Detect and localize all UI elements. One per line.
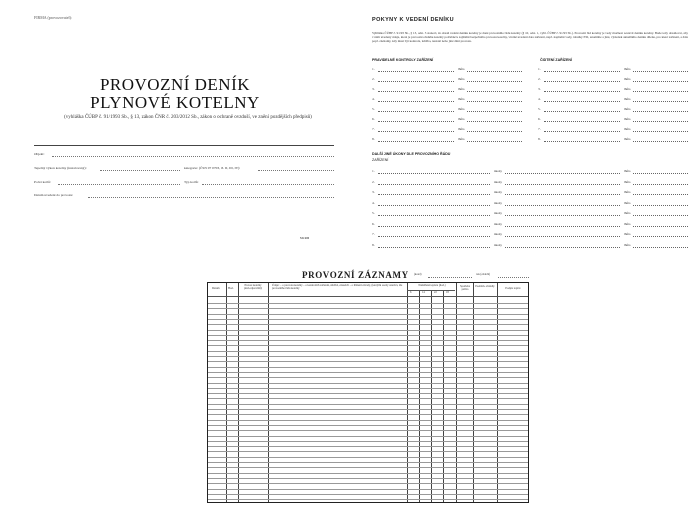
left-row-lhuta: lhůta bbox=[458, 77, 465, 81]
right-row-line[interactable] bbox=[544, 111, 620, 112]
left-row-number: 1. bbox=[372, 67, 375, 71]
field-pocet-kotlu-line[interactable] bbox=[58, 184, 180, 185]
records-extra-right-line[interactable] bbox=[498, 277, 529, 278]
table-row-line bbox=[208, 420, 528, 421]
other-row-line[interactable] bbox=[378, 215, 490, 216]
table-row-line bbox=[208, 425, 528, 426]
col-datum-header: Datum bbox=[212, 287, 220, 290]
right-row-line[interactable] bbox=[544, 141, 620, 142]
field-vykon-line[interactable] bbox=[100, 170, 180, 171]
right-row-lhuta-line[interactable] bbox=[633, 71, 688, 72]
teplota-hour-2: 14 bbox=[422, 291, 425, 294]
left-row-lhuta: lhůta bbox=[458, 87, 465, 91]
other-row-ukony: úkony bbox=[494, 190, 502, 194]
left-row-lhuta-line[interactable] bbox=[467, 81, 522, 82]
col-poznamka-header: Poznám. obsluhy bbox=[475, 285, 495, 288]
other-row-ukony: úkony bbox=[494, 221, 502, 226]
other-row-line[interactable] bbox=[378, 173, 490, 174]
right-row-number: 7. bbox=[538, 127, 541, 131]
left-row-lhuta-line[interactable] bbox=[467, 141, 522, 142]
col-divider bbox=[443, 290, 444, 502]
other-row-ukony: úkony bbox=[494, 232, 502, 236]
right-row-lhuta-line[interactable] bbox=[633, 131, 688, 132]
table-row-line bbox=[208, 467, 528, 468]
table-row-line bbox=[208, 483, 528, 484]
other-row-lhuta-line[interactable] bbox=[633, 236, 688, 237]
other-row-lhuta: lhůta bbox=[624, 221, 631, 226]
other-row-ukony-line[interactable] bbox=[505, 226, 620, 227]
field-datum-line[interactable] bbox=[88, 197, 334, 198]
left-row-lhuta-line[interactable] bbox=[467, 121, 522, 122]
firma-label: FIRMA (provozovatel): bbox=[34, 15, 73, 20]
other-row-ukony-line[interactable] bbox=[505, 247, 620, 248]
table-row-line bbox=[208, 457, 528, 458]
table-row-line bbox=[208, 314, 528, 315]
left-row-number: 5. bbox=[372, 107, 375, 111]
left-row-line[interactable] bbox=[378, 81, 454, 82]
other-row-line[interactable] bbox=[378, 194, 490, 195]
table-row-line bbox=[208, 499, 528, 500]
left-row-lhuta: lhůta bbox=[458, 137, 465, 141]
other-row-lhuta: lhůta bbox=[624, 200, 631, 205]
left-row-line[interactable] bbox=[378, 101, 454, 102]
left-row-number: 6. bbox=[372, 117, 375, 121]
other-tasks-sub: ZAŘÍZENÍ bbox=[372, 158, 389, 162]
table-row-line bbox=[208, 324, 528, 325]
left-row-number: 7. bbox=[372, 127, 375, 131]
col-teplota-header: Naměřená teplota (hod.) bbox=[418, 284, 446, 287]
records-table bbox=[207, 282, 529, 503]
field-datum: Datum uvedení do provozu: bbox=[34, 193, 74, 197]
col-left-heading: PRAVIDELNÉ KONTROLY ZAŘÍZENÍ bbox=[372, 58, 434, 62]
table-row-line bbox=[208, 436, 528, 437]
col-spotreba-header: Spotřeba paliva bbox=[460, 285, 470, 292]
other-row-lhuta: lhůta bbox=[624, 179, 631, 184]
table-row-line bbox=[208, 473, 528, 474]
teplota-hour-4: 18 bbox=[446, 291, 449, 294]
other-row-number: 1. bbox=[372, 169, 375, 173]
field-objekt: Objekt: bbox=[34, 152, 45, 156]
table-row-line bbox=[208, 308, 528, 309]
table-row-line bbox=[208, 494, 528, 495]
left-row-lhuta-line[interactable] bbox=[467, 101, 522, 102]
table-row-line bbox=[208, 335, 528, 336]
other-row-line[interactable] bbox=[378, 184, 490, 185]
right-row-lhuta-line[interactable] bbox=[633, 121, 688, 122]
col-provoz-header: Provoz kotelny před.odpovědný bbox=[243, 284, 263, 291]
right-row-lhuta: lhůta bbox=[624, 117, 631, 121]
table-row-line bbox=[208, 372, 528, 373]
other-row-ukony-line[interactable] bbox=[505, 215, 620, 216]
other-row-number: 5. bbox=[372, 211, 375, 215]
right-row-lhuta: lhůta bbox=[624, 107, 631, 111]
table-row-line bbox=[208, 430, 528, 431]
other-row-ukony-line[interactable] bbox=[505, 184, 620, 185]
table-row-line bbox=[208, 404, 528, 405]
field-pocet-kotlu: Počet kotlů: bbox=[34, 180, 51, 184]
other-row-lhuta-line[interactable] bbox=[633, 173, 688, 174]
right-row-line[interactable] bbox=[544, 101, 620, 102]
table-row-line bbox=[208, 388, 528, 389]
table-row-line bbox=[208, 446, 528, 447]
left-row-line[interactable] bbox=[378, 91, 454, 92]
table-row-line bbox=[208, 489, 528, 490]
right-row-line[interactable] bbox=[544, 91, 620, 92]
right-row-number: 1. bbox=[538, 67, 541, 71]
table-row-line bbox=[208, 345, 528, 346]
table-row-line bbox=[208, 367, 528, 368]
left-row-lhuta: lhůta bbox=[458, 97, 465, 101]
left-row-lhuta-line[interactable] bbox=[467, 91, 522, 92]
instructions-text: Vyhláška ČÚBP č. 91/93 Sb., § 13, odst. 3 stanoví, že obsah vedení deníku kotelny je dané provozního řádu kotelny (§ 10, odst. 1, vyhl. ČÚBP č. 91/93 Sb.). Provozní řád kotelny je vedy možnost sestavit deníku kotelny. Bude tedy obsahovat, aby v něm uvedeny údaje, které je provozní obsluhu kotelny potřebné k zajištění bezpečného provozu kotelny, včetně uvedení data zařízení, např. naplnění vody, tabulky ESI, anomálie a jiné, výsledek aktuálního deníku dílenu, pro které zařízení, a dále popř. záznamy, kdy musí být kontrola, údržba, nastalé nebo jiné dění provozu. bbox=[372, 31, 688, 44]
left-row-lhuta-line[interactable] bbox=[467, 71, 522, 72]
col-divider bbox=[419, 290, 420, 502]
table-row-line bbox=[208, 478, 528, 479]
left-row-line[interactable] bbox=[378, 121, 454, 122]
other-row-number: 3. bbox=[372, 190, 375, 194]
field-typ-kotlu-line[interactable] bbox=[202, 184, 334, 185]
header-divider bbox=[208, 296, 528, 297]
right-row-line[interactable] bbox=[544, 81, 620, 82]
table-row-line bbox=[208, 462, 528, 463]
left-row-lhuta-line[interactable] bbox=[467, 111, 522, 112]
right-row-line[interactable] bbox=[544, 71, 620, 72]
other-row-ukony: úkony bbox=[494, 179, 502, 184]
col-right-heading: ČIDTENÍ ZAŘÍZENÍ bbox=[540, 58, 572, 62]
left-row-line[interactable] bbox=[378, 71, 454, 72]
right-row-lhuta-line[interactable] bbox=[633, 101, 688, 102]
right-row-lhuta-line[interactable] bbox=[633, 111, 688, 112]
left-row-lhuta: lhůta bbox=[458, 127, 465, 131]
records-extra-right: rok (období) bbox=[476, 273, 491, 276]
other-row-number: 7. bbox=[372, 232, 375, 236]
right-row-number: 4. bbox=[538, 97, 541, 101]
table-row-line bbox=[208, 356, 528, 357]
right-row-lhuta-line[interactable] bbox=[633, 91, 688, 92]
field-kategorie: kategorie: (ČSN 07 0703, čl. II, III, IV): bbox=[184, 166, 241, 170]
table-row-line bbox=[208, 319, 528, 320]
other-row-ukony: úkony bbox=[494, 211, 502, 215]
table-row-line bbox=[208, 340, 528, 341]
other-row-ukony-line[interactable] bbox=[505, 205, 620, 206]
other-row-lhuta: lhůta bbox=[624, 211, 631, 215]
left-row-lhuta: lhůta bbox=[458, 107, 465, 111]
cover-subtitle: (vyhláška ČÚBP č. 91/1993 Sb., § 13, zákon ČNR č. 203/2012 Sb., zákon o ochraně ovzduší, ve znění pozdějších předpisů) bbox=[64, 115, 312, 120]
table-row-line bbox=[208, 303, 528, 304]
right-row-lhuta: lhůta bbox=[624, 97, 631, 101]
col-hod-header: Hod. bbox=[228, 287, 234, 290]
right-row-lhuta: lhůta bbox=[624, 77, 631, 81]
other-tasks-heading: DALŠÍ JINÉ ÚKONY DLE PROVOZNÍHO ŘÁDU bbox=[372, 152, 451, 156]
cover-title-line1: PROVOZNÍ DENÍK bbox=[99, 75, 251, 94]
right-row-lhuta: lhůta bbox=[624, 127, 631, 131]
other-row-number: 8. bbox=[372, 242, 375, 247]
field-objekt-line[interactable] bbox=[52, 156, 334, 157]
other-row-number: 2. bbox=[372, 179, 375, 184]
teplota-hour-3: 22 bbox=[434, 291, 437, 294]
right-row-number: 2. bbox=[538, 77, 541, 81]
teplota-subdivider bbox=[407, 290, 455, 291]
other-row-lhuta-line[interactable] bbox=[633, 205, 688, 206]
other-row-line[interactable] bbox=[378, 236, 490, 237]
right-row-line[interactable] bbox=[544, 121, 620, 122]
teplota-hour-1: 6 bbox=[410, 291, 412, 294]
table-row-line bbox=[208, 414, 528, 415]
table-row-line bbox=[208, 383, 528, 384]
table-row-line bbox=[208, 398, 528, 399]
col-divider bbox=[431, 290, 432, 502]
other-row-lhuta: lhůta bbox=[624, 190, 631, 194]
other-row-ukony-line[interactable] bbox=[505, 236, 620, 237]
left-row-lhuta: lhůta bbox=[458, 117, 465, 121]
other-row-lhuta-line[interactable] bbox=[633, 226, 688, 227]
right-row-number: 6. bbox=[538, 117, 541, 121]
right-row-lhuta: lhůta bbox=[624, 87, 631, 91]
other-row-line[interactable] bbox=[378, 205, 490, 206]
field-vykon: Tepelný výkon kotelny (instalovaný): bbox=[34, 166, 87, 170]
table-row-line bbox=[208, 377, 528, 378]
right-row-lhuta: lhůta bbox=[624, 67, 631, 71]
other-row-lhuta: lhůta bbox=[624, 232, 631, 236]
table-row-line bbox=[208, 393, 528, 394]
left-row-line[interactable] bbox=[378, 131, 454, 132]
other-row-line[interactable] bbox=[378, 226, 490, 227]
table-row-line bbox=[208, 361, 528, 362]
table-row-line bbox=[208, 451, 528, 452]
right-row-lhuta: lhůta bbox=[624, 137, 631, 141]
left-row-number: 8. bbox=[372, 137, 375, 141]
other-row-ukony-line[interactable] bbox=[505, 194, 620, 195]
other-row-ukony-line[interactable] bbox=[505, 173, 620, 174]
right-row-number: 5. bbox=[538, 107, 541, 111]
left-row-number: 2. bbox=[372, 77, 375, 81]
col-podpis-header: Podpis topiče bbox=[505, 287, 521, 290]
field-kategorie-line[interactable] bbox=[258, 170, 334, 171]
records-extra-left-line[interactable] bbox=[428, 277, 472, 278]
col-udaje-header: Údaje: – o provozu kotelny – o kontrolách zařízení, údržbě, zásazích – o hlášení závady, (kterými osoby uzavírá, dle provozního řádu kotelny bbox=[272, 284, 403, 291]
other-row-lhuta: lhůta bbox=[624, 169, 631, 173]
cover-code: Mt 600 bbox=[300, 236, 310, 240]
left-row-number: 3. bbox=[372, 87, 375, 91]
other-row-number: 4. bbox=[372, 200, 375, 205]
table-row-line bbox=[208, 409, 528, 410]
right-row-number: 8. bbox=[538, 137, 541, 141]
right-row-number: 3. bbox=[538, 87, 541, 91]
right-row-line[interactable] bbox=[544, 131, 620, 132]
other-row-lhuta-line[interactable] bbox=[633, 215, 688, 216]
cover-title-line2: PLYNOVÉ KOTELNY bbox=[90, 93, 260, 112]
left-row-line[interactable] bbox=[378, 141, 454, 142]
left-row-number: 4. bbox=[372, 97, 375, 101]
right-row-lhuta-line[interactable] bbox=[633, 81, 688, 82]
right-row-lhuta-line[interactable] bbox=[633, 141, 688, 142]
records-title: PROVOZNÍ ZÁZNAMY bbox=[302, 270, 409, 280]
other-row-lhuta: lhůta bbox=[624, 242, 631, 247]
other-row-lhuta-line[interactable] bbox=[633, 184, 688, 185]
table-row-line bbox=[208, 441, 528, 442]
table-row-line bbox=[208, 351, 528, 352]
left-row-line[interactable] bbox=[378, 111, 454, 112]
cover-divider bbox=[34, 145, 334, 146]
left-row-lhuta: lhůta bbox=[458, 67, 465, 71]
other-row-ukony: úkony bbox=[494, 242, 502, 247]
other-row-number: 6. bbox=[372, 221, 375, 226]
other-row-lhuta-line[interactable] bbox=[633, 247, 688, 248]
other-row-ukony: úkony bbox=[494, 169, 502, 173]
other-row-lhuta-line[interactable] bbox=[633, 194, 688, 195]
table-row-line bbox=[208, 330, 528, 331]
left-row-lhuta-line[interactable] bbox=[467, 131, 522, 132]
other-row-ukony: úkony bbox=[494, 200, 502, 205]
other-row-line[interactable] bbox=[378, 247, 490, 248]
field-typ-kotlu: Typ kotlů: bbox=[184, 180, 199, 184]
instructions-title: POKYNY K VEDENÍ DENÍKU bbox=[372, 17, 455, 23]
records-extra-left: (kotel) bbox=[414, 273, 422, 276]
